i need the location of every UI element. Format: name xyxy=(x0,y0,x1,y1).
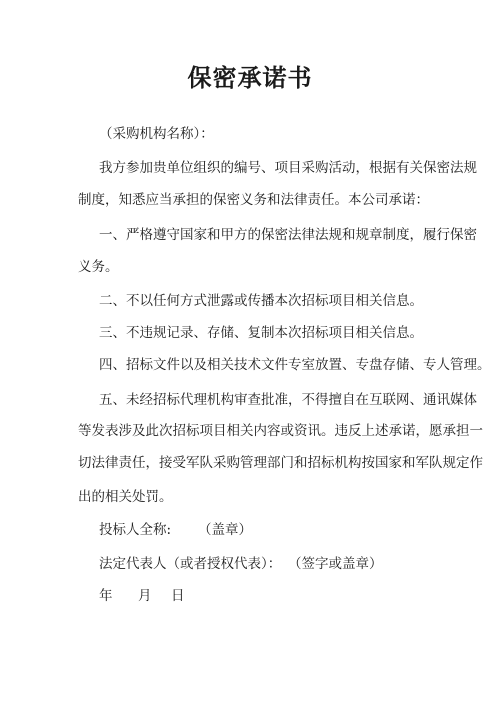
item-5-line-1: 五、未经招标代理机构审查批准，不得擅自在互联网、通讯媒体 xyxy=(99,392,477,408)
bidder-label: 投标人全称: xyxy=(99,522,172,538)
bidder-seal-note: （盖章） xyxy=(198,522,252,538)
item-1-line-1: 一、严格遵守国家和甲方的保密法律法规和规章制度，履行保密 xyxy=(99,227,477,243)
item-5-line-3: 切法律责任，接受军队采购管理部门和招标机构按国家和军队规定作 xyxy=(78,455,483,471)
date-year: 年 xyxy=(99,588,113,604)
item-5-line-2: 等发表涉及此次招标项目相关内容或资讯。违反上述承诺，愿承担一 xyxy=(78,423,483,439)
intro-line-2: 制度，知悉应当承担的保密义务和法律责任。本公司承诺： xyxy=(78,192,429,208)
item-4: 四、招标文件以及相关技术文件专室放置、专盘存储、专人管理。 xyxy=(99,357,491,373)
item-2: 二、不以任何方式泄露或传播本次招标项目相关信息。 xyxy=(99,293,423,309)
intro-line-1: 我方参加贵单位组织的编号、项目采购活动，根据有关保密法规 xyxy=(99,160,477,176)
page-title: 保密承诺书 xyxy=(187,63,313,92)
item-1-line-2: 义务。 xyxy=(78,259,119,275)
date-month: 月 xyxy=(138,588,152,604)
date-day: 日 xyxy=(171,588,185,604)
legal-rep-sign-note: （签字或盖章） xyxy=(288,556,383,572)
item-5-line-4: 出的相关处罚。 xyxy=(78,489,173,505)
item-3: 三、不违规记录、存储、复制本次招标项目相关信息。 xyxy=(99,325,423,341)
addressee: （采购机构名称）： xyxy=(99,126,214,142)
legal-rep-label: 法定代表人（或者授权代表）： xyxy=(99,556,282,572)
